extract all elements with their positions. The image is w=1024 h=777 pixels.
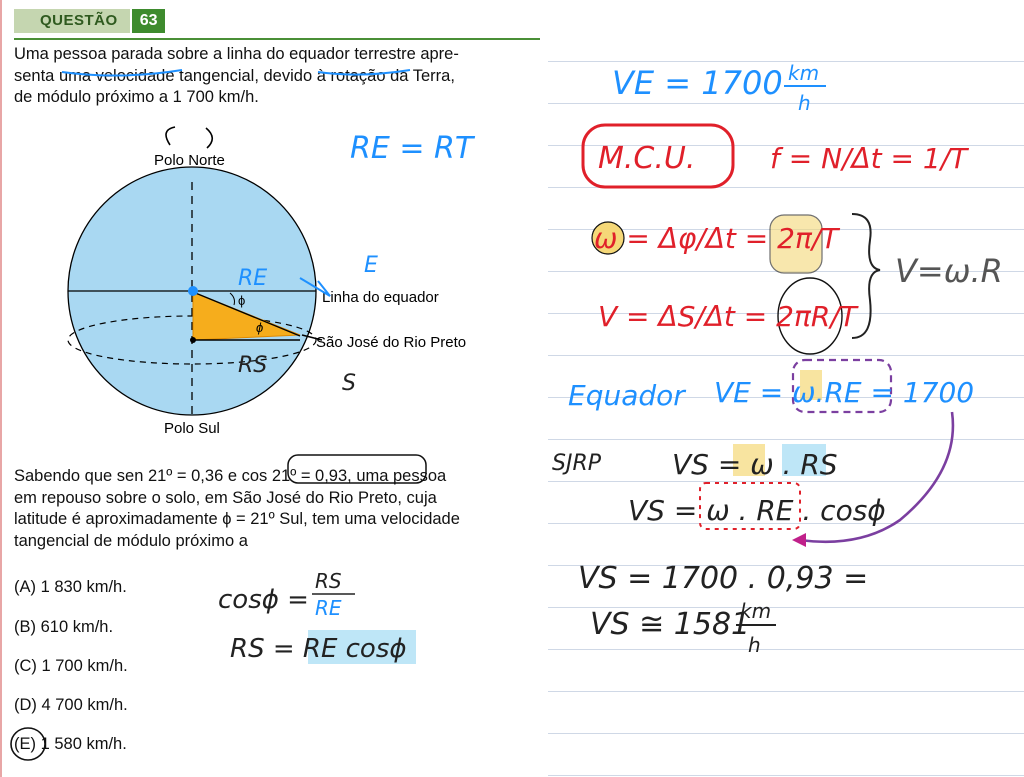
underline-stroke <box>62 70 182 76</box>
arrow-head-icon <box>792 533 806 547</box>
city-label: São José do Rio Preto <box>316 334 467 351</box>
mcu-annotation: M.C.U. <box>598 141 696 176</box>
v-wr-annotation: V=ω.R <box>895 252 1003 290</box>
intro-line: de módulo próximo a 1 700 km/h. <box>14 88 259 107</box>
vs-equation-2-annotation: VS = ω . RE . cosϕ <box>628 494 886 527</box>
ve-annotation: VE = 1700 <box>612 64 783 102</box>
equador-label-annotation: Equador <box>568 379 685 412</box>
cos-phi-numerator: RS <box>315 569 342 593</box>
ve-unit-num: km <box>788 61 820 85</box>
sjrp-annotation: SJRP <box>552 451 602 476</box>
vs-calc-annotation: VS = 1700 . 0,93 = <box>578 561 869 596</box>
ve-unit-den: h <box>798 91 811 115</box>
rotation-arrow-icon <box>166 127 212 148</box>
highlight-box <box>288 455 426 483</box>
angle-label: ϕ <box>238 293 246 308</box>
re-rt-annotation: RE = RT <box>350 131 474 166</box>
body-line: latitude é aproximadamente ϕ = 21º Sul, tem uma velocidade <box>14 510 460 529</box>
figure-re-annotation: RE <box>238 266 268 291</box>
question-label: QUESTÃO <box>14 9 130 33</box>
angle-label-2: ϕ <box>256 320 264 335</box>
figure-e-annotation: E <box>364 253 378 278</box>
option-text: 610 km/h. <box>40 618 114 636</box>
vs-unit-den: h <box>748 633 761 657</box>
option-letter: (E) <box>14 735 36 753</box>
figure-s-annotation: S <box>342 371 356 396</box>
equador-equation-annotation: VE = ω.RE = 1700 <box>714 376 975 409</box>
option-letter: (B) <box>14 618 36 636</box>
vs-equation-1-annotation: VS = ω . RS <box>672 448 838 481</box>
cos-phi-annotation: cosϕ = <box>218 585 309 615</box>
frequency-annotation: f = N/Δt = 1/T <box>770 142 968 175</box>
intro-line: senta uma velocidade tangencial, devido à rotação da Terra, <box>14 66 455 85</box>
north-pole-label: Polo Norte <box>154 152 225 169</box>
intro-line: Uma pessoa parada sobre a linha do equador terrestre apre- <box>14 45 459 63</box>
question-number: 63 <box>132 9 166 33</box>
latitude-center <box>190 337 196 343</box>
v-equation-annotation: V = ΔS/Δt = 2πR/T <box>598 300 857 333</box>
option-letter: (A) <box>14 578 36 596</box>
south-pole-label: Polo Sul <box>164 420 220 437</box>
body-line: tangencial de módulo próximo a <box>14 531 248 550</box>
option-letter: (D) <box>14 696 37 714</box>
option-text: 1 580 km/h. <box>40 735 127 753</box>
cos-phi-denominator: RE <box>315 596 342 620</box>
option-letter: (C) <box>14 657 37 675</box>
center-point <box>188 286 198 296</box>
answer-circle <box>11 728 45 760</box>
option-text: 1 700 km/h. <box>41 657 128 675</box>
figure-rs-annotation: RS <box>238 353 268 378</box>
option-text: 4 700 km/h. <box>41 696 128 714</box>
body-line: Sabendo que sen 21º = 0,36 e cos 21º = 0,93, uma pessoa <box>14 467 447 485</box>
underline-stroke <box>318 70 410 75</box>
body-line: em repouso sobre o solo, em São José do Rio Preto, cuja <box>14 488 437 507</box>
rs-equation-annotation: RS = RE cosϕ <box>230 634 407 664</box>
equator-label: Linha do equador <box>322 289 439 306</box>
omega-equation-annotation: ω = Δφ/Δt = 2π/T <box>594 222 839 255</box>
option-text: 1 830 km/h. <box>40 578 127 596</box>
vs-result-annotation: VS ≅ 1581 <box>590 607 751 642</box>
vs-unit-num: km <box>740 599 772 623</box>
